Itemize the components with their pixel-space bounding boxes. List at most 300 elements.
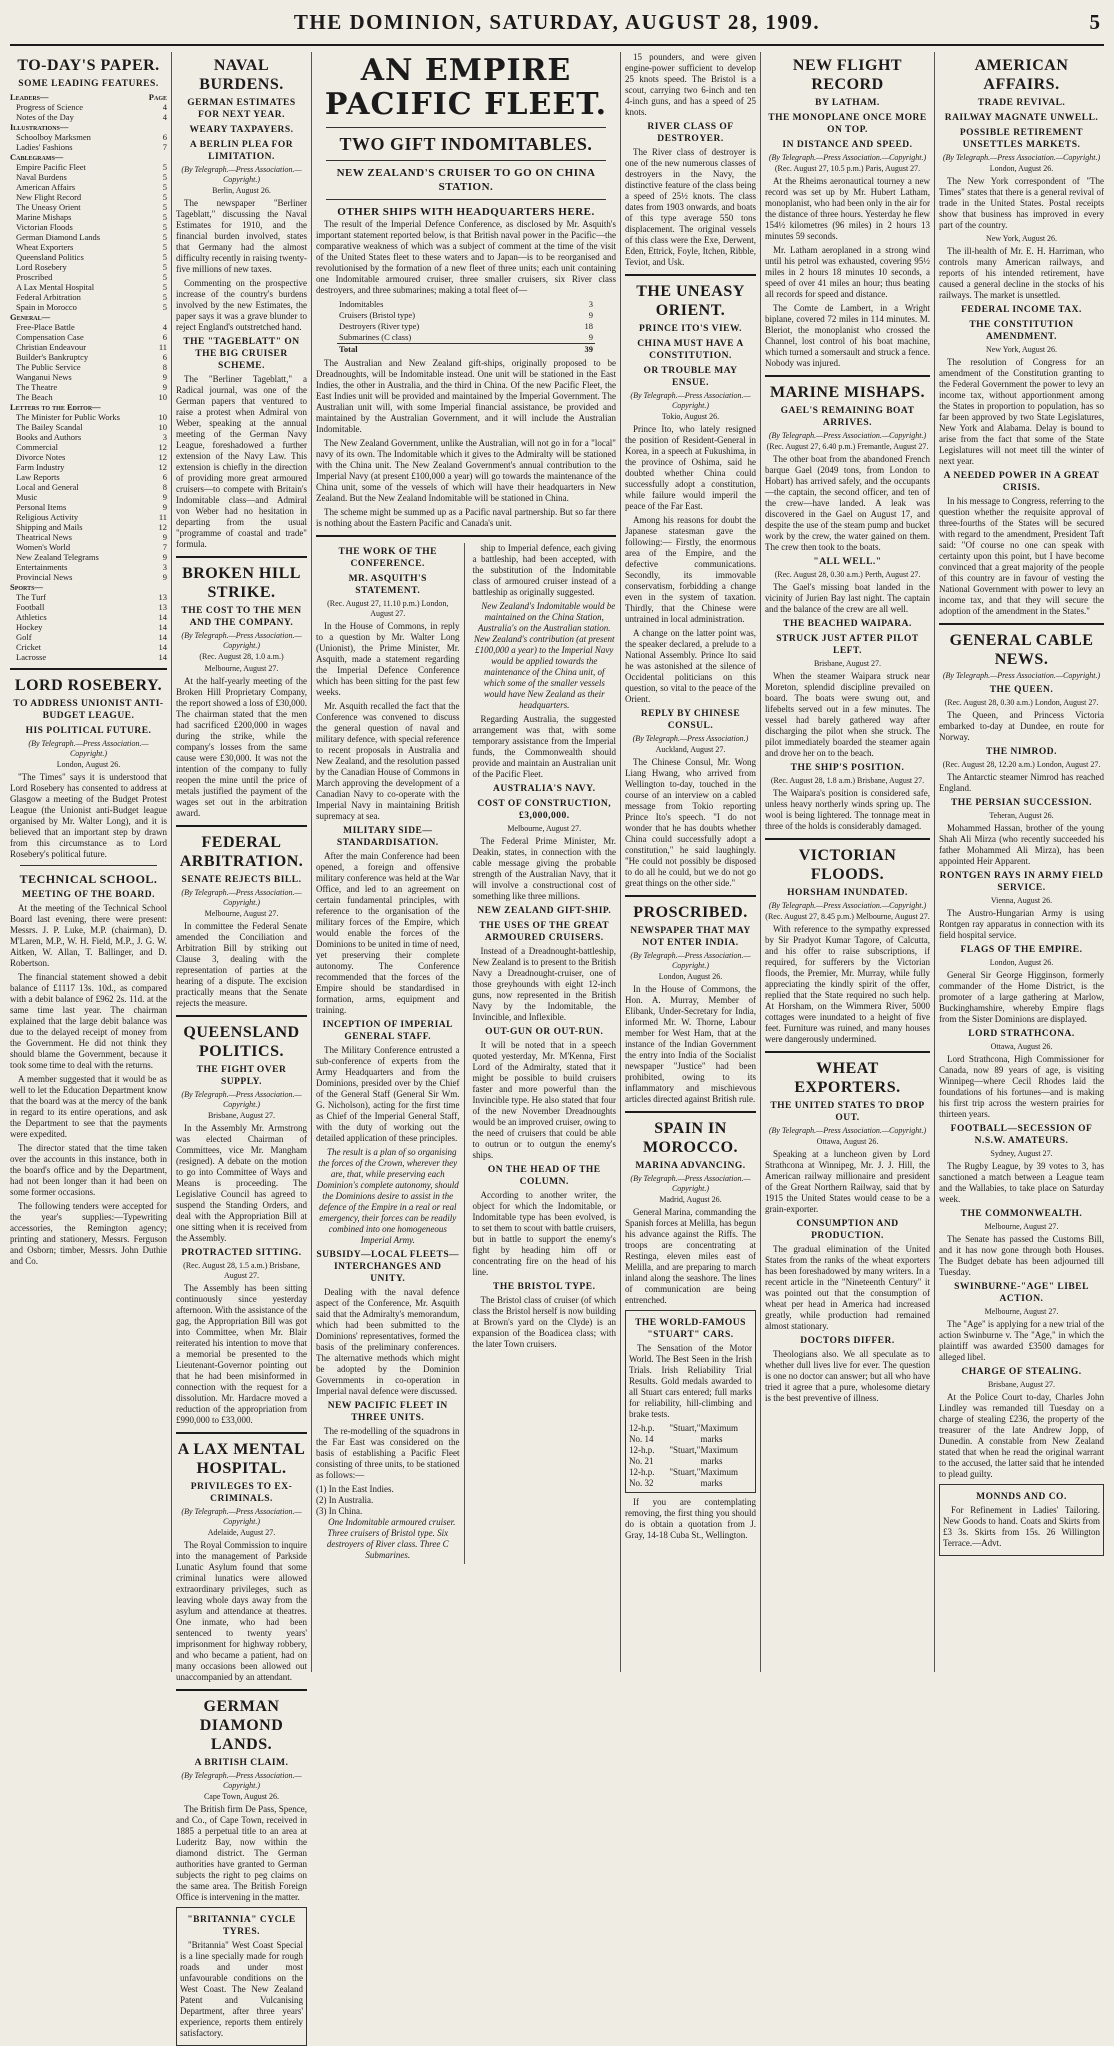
lead-subhead: NEW ZEALAND'S CRUISER TO GO ON CHINA STATION. <box>336 167 596 193</box>
toc-item-label: Provincial News <box>16 572 73 582</box>
toc-title: TO-DAY'S PAPER. <box>17 57 160 74</box>
subhead: FEDERAL INCOME TAX. <box>961 305 1082 315</box>
divider <box>625 895 756 897</box>
byline: (By Telegraph.—Press Association.) <box>632 734 749 743</box>
toc-item-page: 9 <box>162 372 167 382</box>
article-paragraph: Regarding Australia, the suggested arrangement was that, with some temporary assistance from the Imperial funds, the Commonwealth should provide and maintain an Australian unit of the Pacific Fleet. <box>472 714 616 779</box>
lead-subcolumn-right <box>473 543 617 1564</box>
toc-item-page: 5 <box>162 212 167 222</box>
fleet-total-label: Total <box>337 344 562 356</box>
dateline: Berlin, August 26. <box>212 186 271 195</box>
article-paragraph: The Comte de Lambert, in a Wright biplane, covered 72 miles in 114 minutes. M. Bleriot, the monoplanist who crossed the Channel, lost control of his boat machine, which turned a somersault and struck a fence. Nobody was injured. <box>765 303 930 368</box>
lead-story-subcolumns <box>316 543 616 1564</box>
units-list <box>316 1484 460 1517</box>
subhead: HORSHAM INUNDATED. <box>787 888 908 898</box>
subhead: THE COMMONWEALTH. <box>960 1209 1083 1219</box>
dateline: (Rec. August 28, 0.30 a.m.) London, August 27. <box>944 698 1099 707</box>
toc-item <box>10 152 167 162</box>
subhead: THE CONSTITUTION AMENDMENT. <box>969 320 1074 342</box>
subhead: THE FIGHT OVER SUPPLY. <box>196 1065 287 1087</box>
dateline: Melbourne, August 27. <box>204 909 279 918</box>
dateline: London, August 26. <box>658 972 723 981</box>
dateline: Melbourne, August 27. <box>204 664 279 673</box>
subhead: STRUCK JUST AFTER PILOT LEFT. <box>776 634 919 656</box>
toc-item-label: The Beach <box>16 392 53 402</box>
lead-subcolumn-left <box>316 543 465 1564</box>
toc-item-label: New Flight Record <box>16 192 82 202</box>
subhead: OUT-GUN OR OUT-RUN. <box>485 1027 604 1037</box>
article-paragraph: The New Zealand Government, unlike the Australian, will not go in for a "local" navy of its own. The Indomitable which it gives to the Admiralty will be stationed with the China unit. The New Zealand Government's annual contribution to the Imperial Navy (at present £100,000 a year) will go towards the maintenance of the China unit, some of the vessels of which will have their headquarters in New Zealand. But the New Zealand Indomitable will be stationed in China. <box>316 438 616 503</box>
toc-item-label: Local and General <box>16 482 79 492</box>
toc-item-label: Compensation Case <box>16 332 84 342</box>
subhead: RIVER CLASS OF DESTROYER. <box>647 122 734 144</box>
subhead: DOCTORS DIFFER. <box>800 1336 895 1346</box>
toc-item <box>10 612 167 622</box>
divider <box>625 274 756 276</box>
toc-item-label: Letters to the Editor— <box>10 402 101 412</box>
headline-naval-burdens: NAVAL BURDENS. <box>199 57 284 93</box>
subhead: A NEEDED POWER IN A GREAT CRISIS. <box>943 471 1100 493</box>
fleet-ship-count: 3 <box>588 299 593 309</box>
toc-item-label: Cablegrams— <box>10 152 64 162</box>
toc-item <box>10 522 167 532</box>
divider <box>176 1432 307 1434</box>
headline-lax-mental-hospital: A LAX MENTAL HOSPITAL. <box>177 1441 306 1477</box>
toc-item-page: 9 <box>162 552 167 562</box>
toc-item-page: 5 <box>162 192 167 202</box>
unit-item: (2) In Australia. <box>316 1495 374 1505</box>
subhead: MEETING OF THE BOARD. <box>22 890 155 900</box>
article-paragraph: Mr. Latham aeroplaned in a strong wind until his petrol was exhausted, covering 95½ miles in 2 hours 18 minutes 10 seconds, a speed of over 41 miles an hour; thus beating all records for speed and distance. <box>765 245 930 299</box>
toc-item-page: 6 <box>162 352 167 362</box>
toc-item-page: 9 <box>162 572 167 582</box>
byline: (By Telegraph.—Press Association.—Copyright.) <box>942 153 1101 162</box>
headline-broken-hill: BROKEN HILL STRIKE. <box>182 565 301 601</box>
fleet-row <box>337 310 595 321</box>
article-paragraph: According to another writer, the object for which the Indomitable, or Indomitable type has been evolved, is to set them to scout with battle cruisers, but in battle to support the enemy's fight by heading him off or concentrating fire on the head of his line. <box>472 1190 616 1277</box>
subhead: THE BRISTOL TYPE. <box>493 1282 596 1292</box>
subhead: SUBSIDY—LOCAL FLEETS—INTERCHANGES AND UNITY. <box>316 1250 460 1284</box>
article-paragraph: ship to Imperial defence, each giving a battleship, had been accepted, with the substitution of the Indomitable class of armoured cruiser instead of a battleship as originally suggested. <box>472 543 616 597</box>
subhead: PRINCE ITO'S VIEW. <box>638 324 743 334</box>
toc-item <box>10 282 167 292</box>
ad-body: "Britannia" West Coast Special is a line specially made for rough roads and under most unfavourable conditions on the West Coast. The New Zealand Patent and Vulcanising Department, after three years' experience, reports them entirely satisfactory. <box>180 1940 303 2038</box>
subhead: CHARGE OF STEALING. <box>961 1367 1082 1377</box>
byline: (By Telegraph.—Press Association.—Copyright.) <box>630 1174 751 1193</box>
ad-body: For Refinement in Ladies' Tailoring. New Goods to hand. Coats and Skirts from £3 3s. Skirts from 15s. 26 Willington Terrace.—Advt. <box>943 1505 1100 1548</box>
subhead: "ALL WELL." <box>813 557 882 567</box>
toc-item-label: Cricket <box>16 642 42 652</box>
article-paragraph: In the House of Commons, in reply to a question by Mr. Walter Long (Unionist), the Prime Minister, Mr. Asquith, made a statement regarding the Imperial Defence Conference which has been sitting for the past few weeks. <box>316 621 460 697</box>
subhead: NEW PACIFIC FLEET IN THREE UNITS. <box>327 1401 448 1423</box>
subhead: THE NIMROD. <box>986 747 1057 757</box>
toc-item <box>10 302 167 312</box>
article-paragraph: In committee the Federal Senate amended the Conciliation and Arbitration Bill by striking out Clause 3, dealing with the representation of parties at the hearing of a dispute. The excision practically means that the Senate rejects the measure. <box>176 921 307 1008</box>
byline: (By Telegraph.—Press Association.—Copyright.) <box>630 951 751 970</box>
article-paragraph: The Australian and New Zealand gift-ships, originally proposed to be Dreadnoughts, will be Indomitable instead. One unit will be stationed in the East Indies, the other in Australia, and the third in China. Of the new Pacific Fleet, the East Indies unit will be provided and maintained by the Imperial Government. The Australian unit will, with some Imperial financial assistance, be provided and maintained by the Australian Government, and it will include the Australian Indomitable. <box>316 358 616 434</box>
toc-item-label: Spain in Morocco <box>16 302 77 312</box>
subhead: MARINA ADVANCING. <box>635 1161 746 1171</box>
headline-spain-in-morocco: SPAIN IN MOROCCO. <box>642 1120 739 1156</box>
toc-item <box>10 532 167 542</box>
toc-item-label: Federal Arbitration <box>16 292 81 302</box>
toc-item <box>10 402 167 412</box>
dateline: Vienna, August 26. <box>990 896 1053 905</box>
subhead: SWINBURNE-"AGE" LIBEL ACTION. <box>954 1282 1089 1304</box>
article-paragraph: Prince Ito, who lately resigned the position of Resident-General in Korea, in a speech at Fukushima, in the province of Oshima, said he doubted whether China could successfully adopt a constitution, while failure would imperil the peace of the Far East. <box>625 424 756 511</box>
article-paragraph: If you are contemplating removing, the first thing you should do is obtain a quotation from J. Gray, 14-18 Cuba St., Wellington. <box>625 1497 756 1540</box>
article-paragraph: 15 pounders, and were given engine-power sufficient to develop 25 knots speed. The Bristol is a scout, carrying two 6-inch and ten 4-inch guns, and has a speed of 25 knots. <box>625 52 756 117</box>
toc-item-label: Wheat Exporters <box>16 242 74 252</box>
fleet-ship-count: 18 <box>584 321 593 331</box>
toc-item <box>10 292 167 302</box>
dateline: Cape Town, August 26. <box>203 1792 280 1801</box>
toc-item <box>10 312 167 322</box>
toc-item-label: The Uneasy Orient <box>16 202 81 212</box>
subhead: HIS POLITICAL FUTURE. <box>25 726 152 736</box>
toc-item-page: 4 <box>162 102 167 112</box>
subhead: FLAGS OF THE EMPIRE. <box>960 945 1083 955</box>
toc-item-label: German Diamond Lands <box>16 232 101 242</box>
toc-item-label: Queensland Politics <box>16 252 84 262</box>
toc-item-label: Sports— <box>10 582 44 592</box>
toc-item-label: Hockey <box>16 622 43 632</box>
toc-item-page: 14 <box>158 652 167 662</box>
headline-german-diamond-lands: GERMAN DIAMOND LANDS. <box>199 1698 284 1753</box>
dateline: Teheran, August 26. <box>989 811 1054 820</box>
byline: (By Telegraph.—Press Association.—Copyright.) <box>181 888 302 907</box>
inset-note: The result is a plan of so organising the forces of the Crown, wherever they are, that, while preserving each Dominion's complete autonomy, should the Dominions desire to assist in the defence of the Empire in a real or real emergency, their forces can be readily combined into one homogeneous Imperial Army. <box>316 1147 459 1245</box>
subhead: GERMAN ESTIMATES FOR NEXT YEAR. <box>187 98 296 120</box>
article-paragraph: The Royal Commission to inquire into the management of Parkside Lunatic Asylum found that some criminal lunatics were allowed extraordinary privileges, such as leaving whole days away from the asylum and attendance at theatres. One inmate, who had been sentenced to twenty years' imprisonment for highway robbery, and who became a patient, had on many occasions been allowed out unaccompanied by an attendant. <box>176 1540 307 1682</box>
toc-item <box>10 352 167 362</box>
toc-item-label: Wanganui News <box>16 372 72 382</box>
dateline: Brisbane, August 27. <box>813 659 882 668</box>
headline-federal-arbitration: FEDERAL ARBITRATION. <box>179 834 304 870</box>
toc-item-label: The Public Service <box>16 362 81 372</box>
toc-item-page: 12 <box>158 462 167 472</box>
divider <box>765 1051 930 1053</box>
toc-item-label: New Zealand Telegrams <box>16 552 99 562</box>
article-paragraph: The "Berliner Tageblatt," a Radical journal, was one of the German papers that ventured to raise a protest when Admiral von Weber, speaking at the annual meeting of the German Navy League, foreshadowed a further extension of the Navy Law. This extension is chiefly in the direction of providing more great armoured cruisers—to compete with Britain's Indomitable class—and Admiral von Weber had no hesitation in departing from the usual "programme of coastal and trade" formula. <box>176 374 307 549</box>
ad-title: "BRITANNIA" CYCLE TYRES. <box>187 1915 296 1937</box>
fleet-total-value: 39 <box>562 344 595 356</box>
advertisement <box>176 1907 307 2046</box>
ad-result-row <box>629 1423 752 1445</box>
toc-item-label: Leaders— <box>10 92 49 102</box>
byline: (By Telegraph.—Press Association.—Copyright.) <box>181 165 302 184</box>
toc-item-page: 4 <box>162 112 167 122</box>
toc-item <box>10 332 167 342</box>
article-paragraph: The Assembly has been sitting continuously since yesterday afternoon. With the assistance of the gag, the Appropriation Bill was got into Committee, when Mr. Blair reiterated his intention to move that a memorial be presented to the Lieutenant-Governor pointing out that he had been misinformed in connection with the request for a dissolution. Mr. Hardacre moved a reduction of the appropriation from £990,000 to £33,000. <box>176 1283 307 1425</box>
divider <box>326 127 606 128</box>
toc-item <box>10 132 167 142</box>
dateline: New York, August 26. <box>985 234 1058 243</box>
ad-result-row <box>629 1467 752 1489</box>
article-paragraph: Speaking at a luncheon given by Lord Strathcona at Winnipeg, Mr. J. J. Hill, the American railway millionaire and president of the Great Northern Railway, said that by 1915 the United States would cease to be a grain-exporter. <box>765 1149 930 1214</box>
toc-item-page: 10 <box>158 412 167 422</box>
ad-result-row <box>629 1445 752 1467</box>
divider <box>176 1015 307 1017</box>
toc-item <box>10 192 167 202</box>
article-paragraph: At the meeting of the Technical School Board last evening, there were present: Messrs. J. P. Luke, M.P. (chairman), D. M'Laren, M.P., W. H. Field, M.P., J. G. W. Aitken, W. Allan, T. Ballinger, and D. Robertson. <box>10 903 167 968</box>
toc-item-page: 5 <box>162 252 167 262</box>
subhead: NEW ZEALAND GIFT-SHIP. <box>477 906 612 916</box>
article-paragraph: In his message to Congress, referring to the question whether the requisite approval of three-fourths of the States will be secured with regard to the amendment, President Taft said: "Of course no one can speak with certainty upon this point, but I have become convinced that a great majority of the people of this country are in favour of vesting the National Government with power to levy an income tax, and that they will secure the adoption of the amendment in the States." <box>939 496 1104 616</box>
toc-item <box>10 172 167 182</box>
divider <box>316 535 616 537</box>
byline: (By Telegraph.—Press Association.—Copyright.) <box>181 1771 302 1790</box>
divider <box>765 375 930 377</box>
toc-item-label: Notes of the Day <box>16 112 74 122</box>
fleet-ship-count: 9 <box>588 332 593 342</box>
article-paragraph: The River class of destroyer is one of the new numerous classes of destroyers in the Navy, the distinctive feature of the class being a speed of 25½ knots. The class dates from 1903 onwards, and boats of this type average 550 tons displacement. The original vessels of this class were the Exe, Derwent, Eden, Ettrick, Foyle, Itchen, Ribble, Teviot, and Usk. <box>625 147 756 267</box>
article-paragraph: The "Age" is applying for a new trial of the action Swinburne v. The "Age," in which the plaintiff was awarded £3500 damages for alleged libel. <box>939 1319 1104 1362</box>
article-paragraph: The Gael's missing boat landed in the vicinity of Jurien Bay last night. The captain and the balance of the crew are all well. <box>765 582 930 614</box>
subhead: CHINA MUST HAVE A CONSTITUTION. <box>637 339 744 361</box>
article-paragraph: Mr. Asquith recalled the fact that the Conference was convened to discuss the general question of naval and military defence, with special reference to recent proposals in Australia and New Zealand, and the resolution passed by the Canadian House of Commons in March approving the development of a Canadian Navy to co-operate with the Imperial Navy in maintaining British supremacy at sea. <box>316 701 460 821</box>
toc-item <box>10 572 167 582</box>
toc-item-label: General— <box>10 312 51 322</box>
toc-item-page: 11 <box>158 342 167 352</box>
fleet-ship-type: Submarines (C class) <box>339 332 412 342</box>
toc-item <box>10 422 167 432</box>
toc-item <box>10 242 167 252</box>
toc-item-page: 12 <box>158 442 167 452</box>
toc-item-page: 6 <box>162 472 167 482</box>
article-paragraph: At the Rheims aeronautical tourney a new record was set up by Mr. Hubert Latham, monoplanist, who had been only in the air for the distance of three hours. Yesterday he flew 154½ kilometres (96 miles) in 2 hours 13 minutes 59 seconds. <box>765 176 930 241</box>
fleet-row <box>337 299 595 310</box>
divider <box>20 865 157 866</box>
lead-subhead: TWO GIFT INDOMITABLES. <box>339 134 593 154</box>
toc-item-label: Farm Industry <box>16 462 65 472</box>
ad-title: MONNDS AND CO. <box>976 1492 1067 1502</box>
article-paragraph: General Sir George Higginson, formerly commander of the Home District, is the promoter of a large gathering at Marlow, Buckinghamshire, whereby Empire flags from the Sister Dominions are displayed. <box>939 970 1104 1024</box>
article-paragraph: At the Police Court to-day, Charles John Lindley was remanded till Tuesday on a charge of stealing £236, the property of the treasurer of the late Andrew Jopp, of Dunedin. A constable from New Zealand stated that when he read the original warrant to the accused, the latter said that he intended to plead guilty. <box>939 1392 1104 1479</box>
toc-item <box>10 592 167 602</box>
dateline: London, August 26. <box>989 164 1054 173</box>
byline: (By Telegraph.—Press Association.—Copyright.) <box>768 431 927 440</box>
toc-list <box>10 92 167 662</box>
article-paragraph: The director stated that the time taken over the accounts in this instance, both in the board's office and by the Department, had not been longer than it had been on some former occasions. <box>10 1143 167 1197</box>
dateline: London, August 26. <box>989 958 1054 967</box>
dateline: London, August 26. <box>56 760 121 769</box>
dateline: Brisbane, August 27. <box>207 1111 276 1120</box>
article-paragraph: The New York correspondent of "The Times" states that there is a general revival of trade in the United States. Postal receipts show that business has improved in every part of the country. <box>939 176 1104 230</box>
advertisement <box>939 1484 1104 1556</box>
toc-item-page: 5 <box>162 272 167 282</box>
toc-item-label: Empire Pacific Fleet <box>16 162 86 172</box>
ad-title: THE WORLD-FAMOUS "STUART" CARS. <box>635 1318 746 1340</box>
unit-composition: One Indomitable armoured cruiser. Three cruisers of Bristol type. Six destroyers of River class. Three C Submarines. <box>326 1517 456 1560</box>
article-paragraph: At the half-yearly meeting of the Broken Hill Proprietary Company, the report showed a loss of £30,000. The chairman stated that the men had sacrificed £200,000 in wages during the strike, while the company's losses from the same cause were £30,000. It was not the intention of the company to fully reopen the mine until the price of metals justified the payment of the wages set out in the arbitration award. <box>176 676 307 818</box>
toc-item <box>10 412 167 422</box>
toc-item-label: American Affairs <box>16 182 76 192</box>
subhead: THE "TAGEBLATT" ON THE BIG CRUISER SCHEME. <box>183 337 300 371</box>
dateline: (Rec. August 28, 12.20 a.m.) London, August 27. <box>942 760 1101 769</box>
toc-item-label: Athletics <box>16 612 47 622</box>
unit-item: (3) In China. <box>316 1506 363 1516</box>
article-paragraph: The Queen, and Princess Victoria embarked to-day at Dundee, en route for Norway. <box>939 710 1104 742</box>
toc-item-page: 8 <box>162 482 167 492</box>
toc-item <box>10 112 167 122</box>
lead-subhead: OTHER SHIPS WITH HEADQUARTERS HERE. <box>337 206 595 218</box>
toc-item <box>10 462 167 472</box>
toc-item-label: Ladies' Fashions <box>16 142 73 152</box>
lead-headline: AN EMPIRE PACIFIC FLEET. <box>324 53 608 122</box>
toc-item <box>10 212 167 222</box>
article-paragraph: The Antarctic steamer Nimrod has reached England. <box>939 772 1104 793</box>
subhead: THE USES OF THE GREAT ARMOURED CRUISERS. <box>479 921 610 943</box>
subhead: SENATE REJECTS BILL. <box>181 875 302 885</box>
article-paragraph: "The Times" says it is understood that Lord Rosebery has consented to address at Glasgow a meeting of the Budget Protest League (the Unionist anti-Budget league organised by Mr. Walter Long), and it is believed that an important step by drawn from this circumstance as to Lord Rosebery's political future. <box>10 772 167 859</box>
advertisement <box>625 1310 756 1493</box>
article-paragraph: The gradual elimination of the United States from the ranks of the wheat exporters has been foreshadowed by many writers. In a recent article in the "Nineteenth Century" it was pointed out that the consumption of wheat per head in America had increased greatly, while production had remained almost stationary. <box>765 1244 930 1331</box>
divider <box>176 1689 307 1691</box>
toc-item <box>10 552 167 562</box>
subhead: COST OF CONSTRUCTION, £3,000,000. <box>477 799 612 821</box>
column-6 <box>934 52 1108 1672</box>
ad-result-car: 12-h.p. "Stuart," No. 14 <box>629 1423 701 1444</box>
subhead: IN DISTANCE AND SPEED. <box>782 140 913 150</box>
article-paragraph: When the steamer Waipara struck near Moreton, splendid discipline prevailed on board. The boats were swung out, and lifebelts served out in a few minutes. The vessel had barely gathered way after discharging the pilot when she struck. The pilot immediately boarded the steamer again and drove her on to the beach. <box>765 671 930 758</box>
article-paragraph: The ill-health of Mr. E. H. Harriman, who controls many American railways, and reports of his intended retirement, have caused a general decline in the stocks of his railways. The market is unsettled. <box>939 246 1104 300</box>
subhead: RAILWAY MAGNATE UNWELL. <box>944 113 1099 123</box>
toc-subtitle: SOME LEADING FEATURES. <box>18 79 159 89</box>
toc-item <box>10 232 167 242</box>
column-2 <box>171 52 311 2038</box>
toc-item-page: 5 <box>162 222 167 232</box>
toc-item <box>10 622 167 632</box>
toc-item-page: 9 <box>162 492 167 502</box>
dateline: (Rec. August 27, 6.40 p.m.) Fremantle, August 27. <box>766 442 929 451</box>
subhead: CONSUMPTION AND PRODUCTION. <box>796 1219 899 1241</box>
dateline: Ottawa, August 26. <box>990 1042 1053 1051</box>
article-paragraph: Dealing with the naval defence aspect of the Conference, Mr. Asquith said that the Admiralty's memorandum, which had been submitted to the Dominions' representatives, formed the basis of the preliminary conferences. The alternative methods which might be adopted by the Dominion Governments in co-operation in Imperial naval defence were discussed. <box>316 1287 460 1396</box>
toc-item <box>10 392 167 402</box>
inset-note: New Zealand's Indomitable would be maintained on the China Station, Australia's on the Australian station. New Zealand's contribution (at present £100,000 a year) to the Imperial Navy would be applied towards the maintenance of the China unit, of which some of the smaller vessels would have New Zealand as their headquarters. <box>473 601 616 710</box>
toc-item-label: The Theatre <box>16 382 58 392</box>
toc-item-label: The Turf <box>16 592 46 602</box>
divider <box>625 1111 756 1113</box>
toc-item-label: Books and Authors <box>16 432 82 442</box>
subhead: PRIVILEGES TO EX-CRIMINALS. <box>190 1482 293 1504</box>
subhead: TO ADDRESS UNIONIST ANTI-BUDGET LEAGUE. <box>13 699 164 721</box>
toc-item-label: Free-Place Battle <box>16 322 75 332</box>
masthead <box>10 4 1104 46</box>
subhead: MR. ASQUITH'S STATEMENT. <box>348 574 427 596</box>
byline: (By Telegraph.—Press Association.—Copyright.) <box>768 1126 927 1135</box>
headline-marine-mishaps: MARINE MISHAPS. <box>769 384 926 401</box>
subhead: A BERLIN PLEA FOR LIMITATION. <box>189 140 294 162</box>
fleet-row <box>337 332 595 344</box>
dateline: (Rec. August 28, 1.5 a.m.) Brisbane, August 27. <box>183 1261 300 1280</box>
toc-item-label: Builder's Bankruptcy <box>16 352 89 362</box>
dateline: Madrid, August 26. <box>659 1195 722 1204</box>
toc-item <box>10 502 167 512</box>
toc-item <box>10 482 167 492</box>
toc-item-label: Naval Burdens <box>16 172 67 182</box>
ad-result-car: 12-h.p. "Stuart," No. 21 <box>629 1445 701 1466</box>
headline-new-flight-record: NEW FLIGHT RECORD <box>792 57 903 93</box>
toc-item-page: 14 <box>158 622 167 632</box>
subhead: INCEPTION OF IMPERIAL GENERAL STAFF. <box>322 1020 453 1042</box>
headline-rosebery: LORD ROSEBERY. <box>14 677 163 694</box>
subhead: OR TROUBLE MAY ENSUE. <box>643 366 738 388</box>
toc-item-page: 9 <box>162 532 167 542</box>
article-paragraph: The Federal Prime Minister, Mr. Deakin, states, in connection with the cable message giving the probable strength of the Australian Navy, that it will involve a constructional cost of something like three millions. <box>472 836 616 901</box>
column-3-lead-story <box>311 52 620 1672</box>
page-number: 5 <box>1089 10 1100 34</box>
lead-intro: The result of the Imperial Defence Conference, as disclosed by Mr. Asquith's important statement reported below, is that British naval power in the Pacific—the comparative weakness of which was a subject of comment at the time of the visit of the United States fleet to these waters and to Japan—is to be reorganised and revolutionised by the formation of a new fleet of three units; each unit containing one Indomitable armoured cruiser, three smaller cruisers, six River class destroyers, and three submarines; making a total fleet of— <box>316 219 616 295</box>
toc-item-page: 6 <box>162 132 167 142</box>
toc-item-page: 5 <box>162 292 167 302</box>
toc-item-label: Personal Items <box>16 502 67 512</box>
toc-item <box>10 442 167 452</box>
toc-item-label: Progress of Science <box>16 102 84 112</box>
article-paragraph: In the Assembly Mr. Armstrong was elected Chairman of Committees, vice Mr. Mangham (resigned). A debate on the motion to go into Committee of Ways and Means is proceeding. The Legislative Council has agreed to suspend the Standing Orders, and deal with the Appropriation Bill at one sitting when it is received from the Assembly. <box>176 1123 307 1243</box>
subhead: PROTRACTED SITTING. <box>181 1248 302 1258</box>
toc-item <box>10 372 167 382</box>
fleet-total-row <box>337 344 595 356</box>
toc-item-label: Christian Endeavour <box>16 342 87 352</box>
divider <box>176 556 307 558</box>
toc-item <box>10 432 167 442</box>
toc-item-label: Lord Rosebery <box>16 262 67 272</box>
subhead: BY LATHAM. <box>815 98 880 108</box>
dateline: Melbourne, August 27. <box>984 1222 1059 1231</box>
toc-item <box>10 342 167 352</box>
headline-american-affairs: AMERICAN AFFAIRS. <box>974 57 1069 93</box>
toc-item <box>10 102 167 112</box>
toc-item-page: 5 <box>162 162 167 172</box>
toc-item-label: Lacrosse <box>16 652 47 662</box>
byline: (By Telegraph.—Press Association.—Copyright.) <box>768 901 927 910</box>
fleet-ship-type: Indomitables <box>339 299 384 309</box>
divider <box>326 199 606 200</box>
fleet-ship-type: Cruisers (Bristol type) <box>339 310 416 320</box>
dateline: Melbourne, August 27. <box>984 1307 1059 1316</box>
toc-item <box>10 122 167 132</box>
toc-item <box>10 182 167 192</box>
toc-item-page: 9 <box>162 382 167 392</box>
article-paragraph: The Senate has passed the Customs Bill, and it has now gone through both Houses. The Budget debate has been adjourned till Tuesday. <box>939 1234 1104 1277</box>
toc-item-page: 5 <box>162 262 167 272</box>
divider <box>765 838 930 840</box>
subhead: RONTGEN RAYS IN ARMY FIELD SERVICE. <box>939 871 1104 893</box>
article-paragraph: The Bristol class of cruiser (of which class the Bristol herself is now building at Brown's yard on the Clyde) is an expansion of the Boadicea class; with the later Town cruisers. <box>472 1295 616 1349</box>
headline-proscribed: PROSCRIBED. <box>633 904 748 921</box>
toc-item-page: 14 <box>158 642 167 652</box>
toc-item <box>10 582 167 592</box>
dateline: (Rec. August 28, 1.8 a.m.) Brisbane, August 27. <box>770 776 925 785</box>
subhead: POSSIBLE RETIREMENT UNSETTLES MARKETS. <box>959 128 1084 150</box>
dateline: Auckland, August 27. <box>655 745 726 754</box>
article-paragraph: General Marina, commanding the Spanish forces at Melilla, has begun his advance against the Riffs. The troops are concentrating at Restinga, eleven miles east of Melilla, and are preparing to march inland along the seashore. The lines of communication are being entrenched. <box>625 1207 756 1305</box>
dateline: Tokio, August 26. <box>661 412 720 421</box>
dateline: Brisbane, August 27. <box>987 1380 1056 1389</box>
subhead: TRADE REVIVAL. <box>977 98 1066 108</box>
toc-item-page: 5 <box>162 302 167 312</box>
fleet-ship-count: 9 <box>588 310 593 320</box>
toc-item-label: Religious Activity <box>16 512 79 522</box>
headline-uneasy-orient: THE UNEASY ORIENT. <box>636 283 745 319</box>
toc-item <box>10 92 167 102</box>
subhead: NEWSPAPER THAT MAY NOT ENTER INDIA. <box>630 926 751 948</box>
toc-item-label: Divorce Notes <box>16 452 66 462</box>
toc-item-label: Golf <box>16 632 32 642</box>
toc-item-page: 14 <box>158 612 167 622</box>
